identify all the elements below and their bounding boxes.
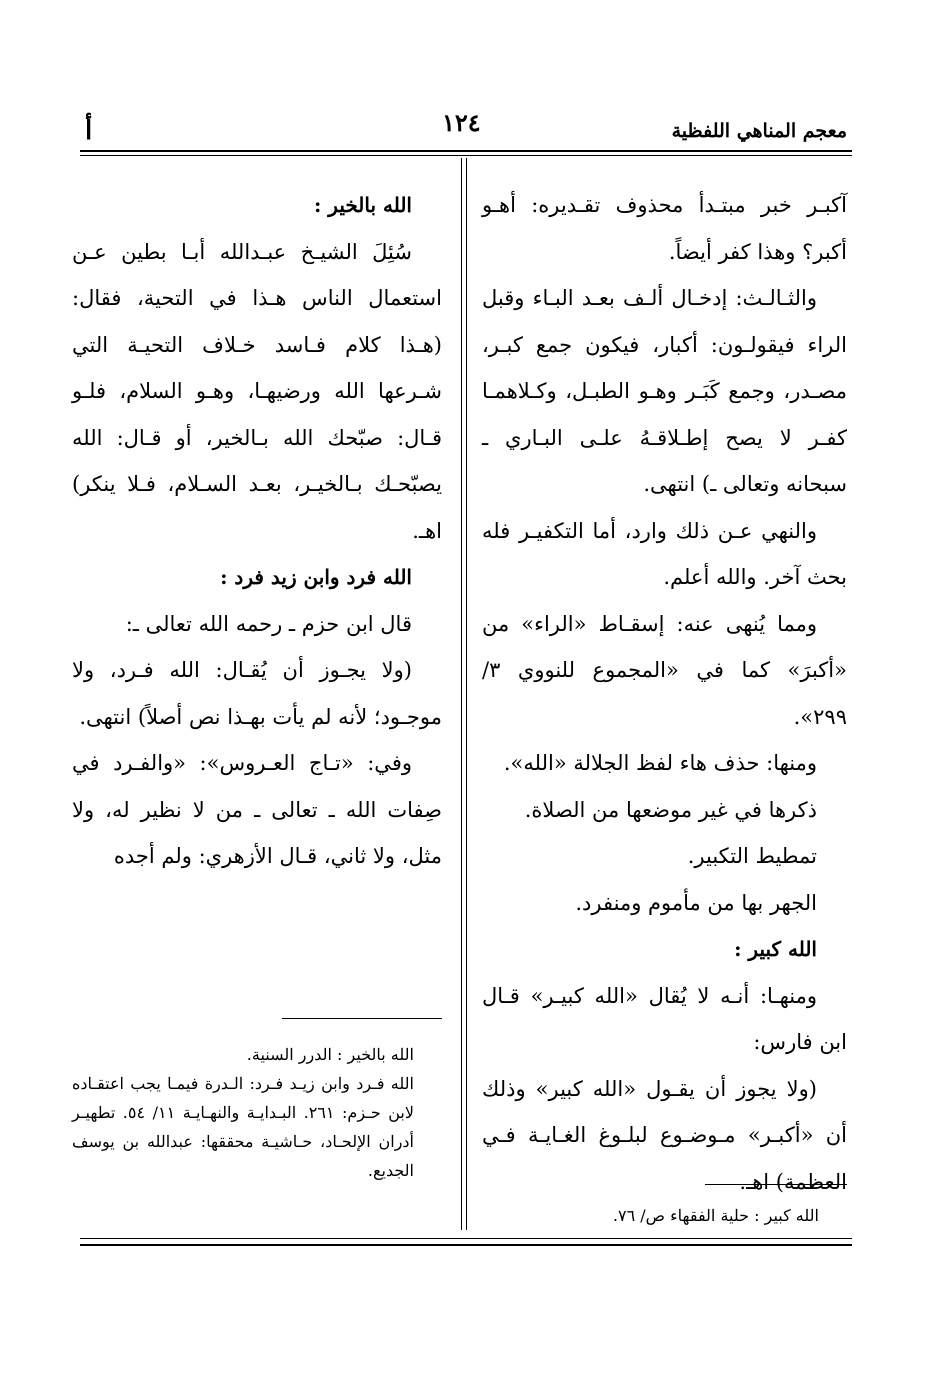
footnotes-left <box>72 1040 442 1185</box>
header-rule-thin <box>80 155 852 156</box>
column-divider <box>461 158 462 1230</box>
column-divider-inner <box>466 158 467 1230</box>
paragraph: آكبـر خبر مبتـدأ محذوف تقـديره: أهـو أكبر؟ وهذا كفر أيضاً. <box>482 193 847 264</box>
paragraph: قال ابن حزم ـ رحمه الله تعالى ـ: <box>125 611 412 636</box>
footnote: الله كبير : حلية الفقهاء ص/ ٧٦. <box>612 1206 819 1225</box>
footnote: الله فـرد وابن زيـد فـرد: الـدرة فيمـا يجب اعتقـاده لابن حـزم: ٢٦١. البـدايـة والنهـايـة ١١/ ٥٤. تطهيـر أدران الإلحـاد، حـاشيـة محققها: عبدالله بن يوسف الجديع. <box>72 1074 414 1180</box>
quote-paragraph: (ولا يجـوز أن يُقـال: الله فـرد، ولا موجـود؛ لأنه لم يأت بهـذا نص أصلاً) انتهى. <box>72 658 442 729</box>
paragraph: ومنهـا: أنـه لا يُقال «الله كبيـر» قـال ابن فارس: <box>482 983 847 1054</box>
paragraph: وفي: «تـاج العـروس»: «والفـرد في صِفات الله ـ تعالى ـ من لا نظير له، ولا مثل، ولا ثاني، قـال الأزهري: ولم أجده <box>72 751 442 868</box>
quote-paragraph: (ولا يجوز أن يقـول «الله كبير» وذلك أن «أكبـر» مـوضـوع لبلـوغ الغـايـة فـي العظمة) اهـ. <box>482 1076 847 1194</box>
footnote: الله بالخير : الدرر السنية. <box>246 1045 414 1064</box>
paragraph: ذكرها في غير موضعها من الصلاة. <box>524 797 817 822</box>
entry-heading: الله كبير : <box>734 937 817 961</box>
header-rule-thick <box>80 150 852 152</box>
footnotes-right <box>482 1201 847 1230</box>
entry-heading: الله بالخير : <box>313 193 412 217</box>
paragraph: والنهي عـن ذلك وارد، أما التكفيـر فله بحث آخر. والله أعلم. <box>482 518 847 589</box>
left-column <box>72 182 442 880</box>
footnote-rule <box>705 1184 847 1185</box>
right-column <box>482 182 847 1205</box>
paragraph: تمطيط التكبير. <box>687 844 817 868</box>
footer-rule-thick <box>80 1244 852 1246</box>
paragraph: الجهر بها من مأموم ومنفرد. <box>575 890 817 915</box>
paragraph: ومما يُنهى عنه: إسقـاط «الراء» من «أكبرَ» كما في «المجموع للنووي ٣/ ٢٩٩». <box>482 611 847 729</box>
footer-rule-thin <box>80 1238 852 1239</box>
running-title: معجم المناهي اللفظية <box>671 120 847 142</box>
section-letter: أ <box>85 116 93 146</box>
footnote-rule <box>282 1018 442 1019</box>
paragraph: ومنها: حذف هاء لفظ الجلالة «الله». <box>503 751 817 775</box>
paragraph: سُئِلَ الشيـخ عبـدالله أبـا بطين عـن استعمال الناس هـذا في التحية، فقال: (هـذا كلام فـاسد خـلاف التحيـة التي شـرعها الله ورضيهـا، وهـو السلام، فلـو قـال: صبّحك الله بـالخير، أو قـال: الله يصبّحـك بـالخيـر، بعـد السـلام، فـلا ينكر) اهـ. <box>72 239 442 543</box>
paragraph: والثـالـث: إدخـال ألـف بعـد البـاء وقبل الراء فيقولـون: أكبار، فيكون جمع كبـر، مصـدر، وجمع كَبَـر وهـو الطبـل، وكـلاهمـا كفـر لا يصح إطـلاقـهُ علـى البـاري ـ سبحانه وتعالى ـ) انتهى. <box>482 286 847 496</box>
page-number: ١٢٤ <box>442 108 481 137</box>
entry-heading: الله فرد وابن زيد فرد : <box>220 565 412 589</box>
